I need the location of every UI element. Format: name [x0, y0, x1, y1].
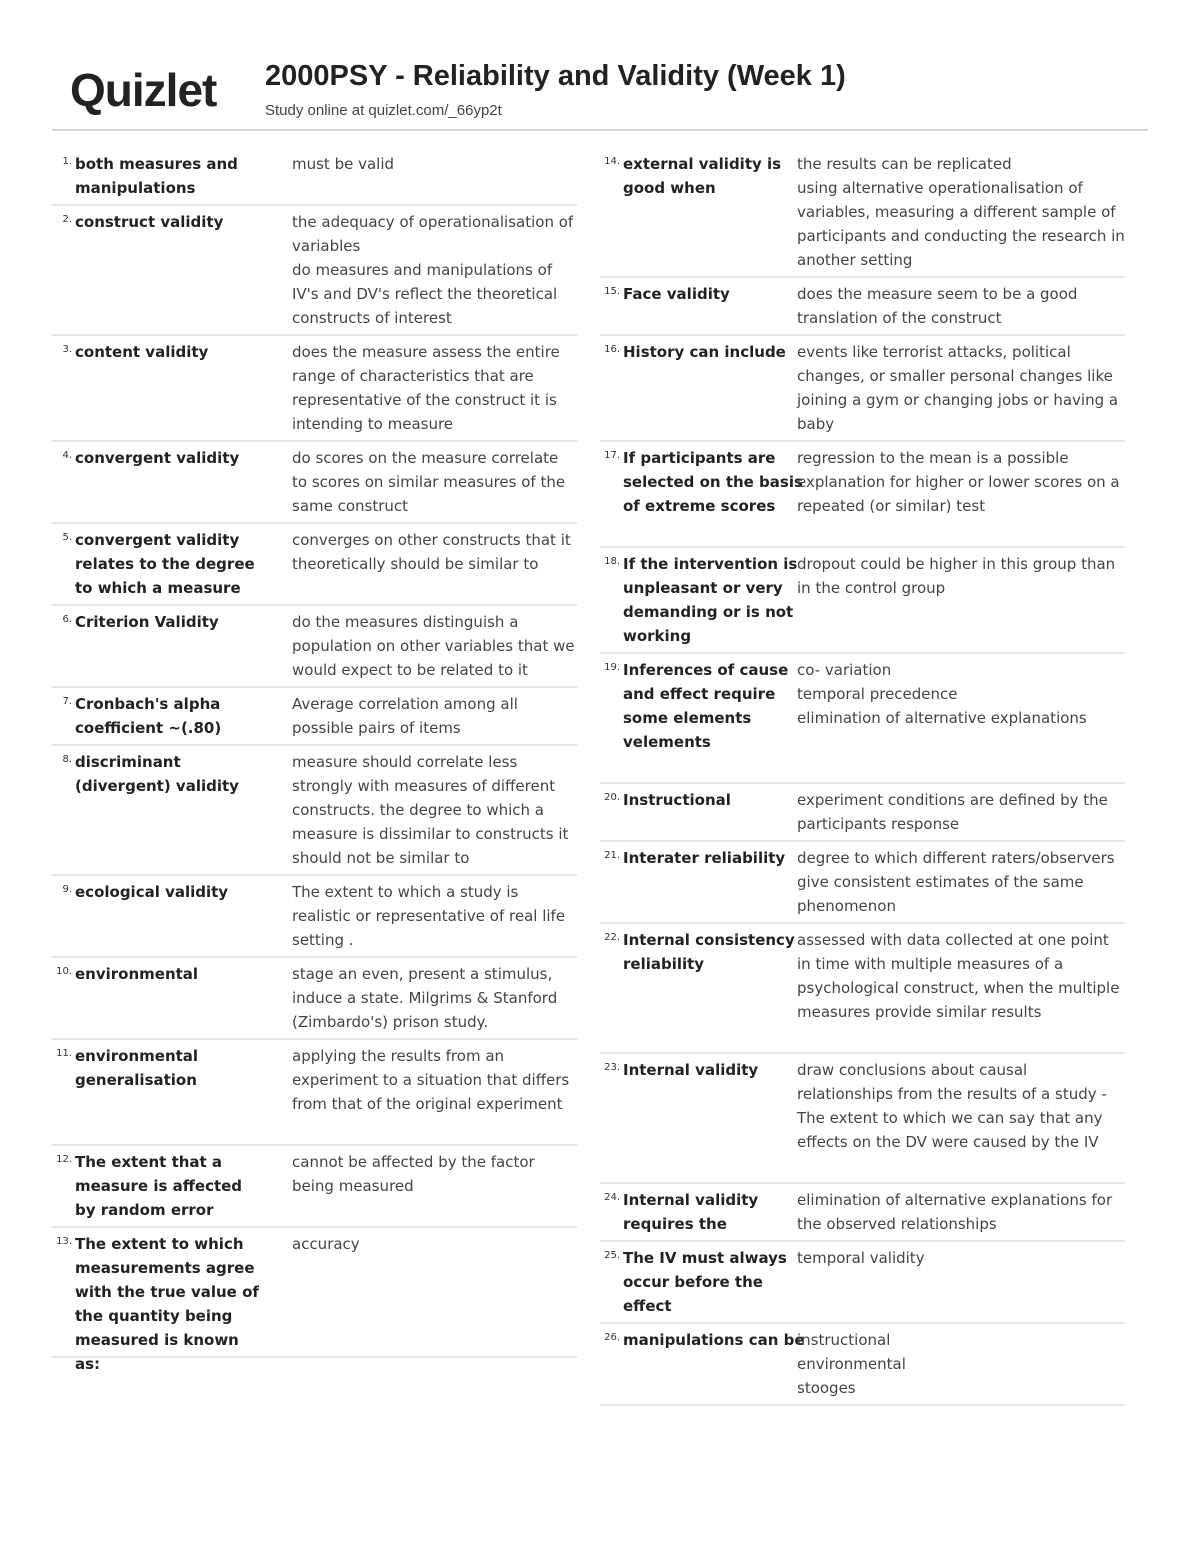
card-term: The extent that a measure is affected by random error — [75, 1153, 243, 1219]
card-definition: The extent to which a study is realistic or representative of real life setting . — [292, 883, 566, 949]
card-number: 12. — [56, 1154, 72, 1165]
card-term: Inferences of cause and effect require some elements velements — [623, 661, 789, 751]
card-definition: the adequacy of operationalisation of variables do measures and manipulations of IV's and DV's reflect the theoretical constructs of interest — [292, 213, 574, 327]
card-number: 21. — [604, 850, 620, 861]
card-number: 1. — [62, 156, 72, 167]
flashcard-row — [600, 654, 1125, 784]
flashcard-row — [52, 746, 577, 876]
flashcard-row — [600, 1242, 1125, 1324]
card-definition: events like terrorist attacks, political changes, or smaller personal changes like joining a gym or changing jobs or having a baby — [797, 343, 1119, 433]
card-definition: experiment conditions are defined by the participants response — [797, 791, 1108, 833]
card-term: ecological validity — [75, 883, 229, 901]
card-number: 25. — [604, 1250, 620, 1261]
flashcard-row — [600, 548, 1125, 654]
card-term: construct validity — [75, 213, 224, 231]
flashcard-row — [600, 1324, 1125, 1406]
quizlet-logo: Quizlet — [70, 64, 217, 116]
card-number: 10. — [56, 966, 72, 977]
card-definition: measure should correlate less strongly with measures of different constructs. the degree to which a measure is dissimilar to constructs it should not be similar to — [292, 753, 569, 867]
flashcard-row — [600, 336, 1125, 442]
card-definition: degree to which different raters/observers give consistent estimates of the same phenomenon — [797, 849, 1115, 915]
card-definition: Average correlation among all possible pairs of items — [292, 695, 518, 737]
card-term: discriminant (divergent) validity — [75, 753, 239, 795]
flashcard-row — [600, 278, 1125, 336]
card-number: 2. — [62, 214, 72, 225]
card-definition: co- variation temporal precedence elimination of alternative explanations — [797, 661, 1087, 727]
card-term: The IV must always occur before the effect — [623, 1249, 787, 1315]
card-term: content validity — [75, 343, 209, 361]
flashcard-row — [52, 958, 577, 1040]
card-number: 23. — [604, 1062, 620, 1073]
card-definition: does the measure seem to be a good translation of the construct — [797, 285, 1078, 327]
card-definition: stage an even, present a stimulus, induce a state. Milgrims & Stanford (Zimbardo's) prison study. — [292, 965, 558, 1031]
card-term: environmental — [75, 965, 199, 983]
card-term: Internal consistency reliability — [623, 931, 795, 973]
card-definition: temporal validity — [797, 1249, 925, 1267]
flashcard-row — [600, 1054, 1125, 1184]
card-definition: must be valid — [292, 155, 395, 173]
flashcard-row — [52, 876, 577, 958]
card-term: Internal validity requires the — [623, 1191, 759, 1233]
left-column — [52, 148, 577, 1373]
card-term: Interater reliability — [623, 849, 786, 867]
card-definition: converges on other constructs that it theoretically should be similar to — [292, 531, 571, 573]
card-number: 18. — [604, 556, 620, 567]
flashcard-row — [600, 1184, 1125, 1242]
flashcard-row — [52, 1228, 577, 1373]
card-number: 17. — [604, 450, 620, 461]
card-definition: does the measure assess the entire range of characteristics that are representative of the construct it is intending to measure — [292, 343, 560, 433]
card-term: Instructional — [623, 791, 731, 809]
header-divider — [52, 129, 1148, 131]
card-number: 13. — [56, 1236, 72, 1247]
card-definition: cannot be affected by the factor being measured — [292, 1153, 535, 1195]
card-term: Face validity — [623, 285, 730, 303]
card-number: 11. — [56, 1048, 72, 1059]
flashcard-row — [600, 842, 1125, 924]
card-term: History can include — [623, 343, 786, 361]
card-term: convergent validity relates to the degree to which a measure — [75, 531, 255, 597]
flashcard-row — [52, 688, 577, 746]
card-definition: assessed with data collected at one point in time with multiple measures of a psychological construct, when the multiple measures provide similar results — [797, 931, 1120, 1021]
card-number: 22. — [604, 932, 620, 943]
card-definition: do scores on the measure correlate to scores on similar measures of the same construct — [292, 449, 566, 515]
card-number: 26. — [604, 1332, 620, 1343]
card-number: 6. — [62, 614, 72, 625]
card-number: 19. — [604, 662, 620, 673]
flashcard-row — [52, 206, 577, 336]
card-number: 4. — [62, 450, 72, 461]
flashcard-row — [600, 784, 1125, 842]
page-title: 2000PSY - Reliability and Validity (Week 1) — [265, 60, 846, 92]
card-definition: regression to the mean is a possible explanation for higher or lower scores on a repeated (or similar) test — [797, 449, 1120, 515]
card-number: 9. — [62, 884, 72, 895]
flashcard-row — [600, 924, 1125, 1054]
card-term: environmental generalisation — [75, 1047, 199, 1089]
card-term: manipulations can be — [623, 1331, 805, 1349]
card-term: external validity is good when — [623, 155, 782, 197]
card-definition: applying the results from an experiment to a situation that differs from that of the original experiment — [292, 1047, 570, 1113]
card-term: convergent validity — [75, 449, 240, 467]
flashcard-row — [52, 1146, 577, 1228]
flashcard-row — [52, 524, 577, 606]
study-online-link[interactable]: Study online at quizlet.com/_66yp2t — [265, 102, 502, 119]
card-term: both measures and manipulations — [75, 155, 238, 197]
card-number: 24. — [604, 1192, 620, 1203]
card-number: 20. — [604, 792, 620, 803]
card-definition: accuracy — [292, 1235, 360, 1253]
card-term: If the intervention is unpleasant or very demanding or is not working — [623, 555, 798, 645]
flashcard-row — [52, 336, 577, 442]
card-number: 8. — [62, 754, 72, 765]
card-term: The extent to which measurements agree with the true value of the quantity being measured is known as: — [75, 1235, 259, 1373]
card-number: 5. — [62, 532, 72, 543]
flashcard-row — [52, 148, 577, 206]
card-term: If participants are selected on the basis of extreme scores — [623, 449, 803, 515]
card-number: 14. — [604, 156, 620, 167]
card-definition: instructional environmental stooges — [797, 1331, 906, 1397]
card-number: 16. — [604, 344, 620, 355]
card-number: 7. — [62, 696, 72, 707]
flashcard-row — [600, 442, 1125, 548]
flashcard-row — [52, 442, 577, 524]
card-definition: elimination of alternative explanations for the observed relationships — [797, 1191, 1113, 1233]
card-number: 3. — [62, 344, 72, 355]
card-number: 15. — [604, 286, 620, 297]
right-column — [600, 148, 1125, 1406]
flashcard-row — [600, 148, 1125, 278]
card-definition: the results can be replicated using alternative operationalisation of variables, measuring a different sample of participants and conducting the research in another setting — [797, 155, 1125, 269]
flashcard-row — [52, 606, 577, 688]
card-definition: draw conclusions about causal relationships from the results of a study - The extent to which we can say that any effects on the DV were caused by the IV — [797, 1061, 1107, 1151]
card-definition: dropout could be higher in this group than in the control group — [797, 555, 1116, 597]
card-term: Internal validity — [623, 1061, 759, 1079]
card-term: Cronbach's alpha coefficient ~(.80) — [75, 695, 222, 737]
flashcard-row — [52, 1040, 577, 1146]
card-term: Criterion Validity — [75, 613, 219, 631]
card-definition: do the measures distinguish a population on other variables that we would expect to be related to it — [292, 613, 575, 679]
